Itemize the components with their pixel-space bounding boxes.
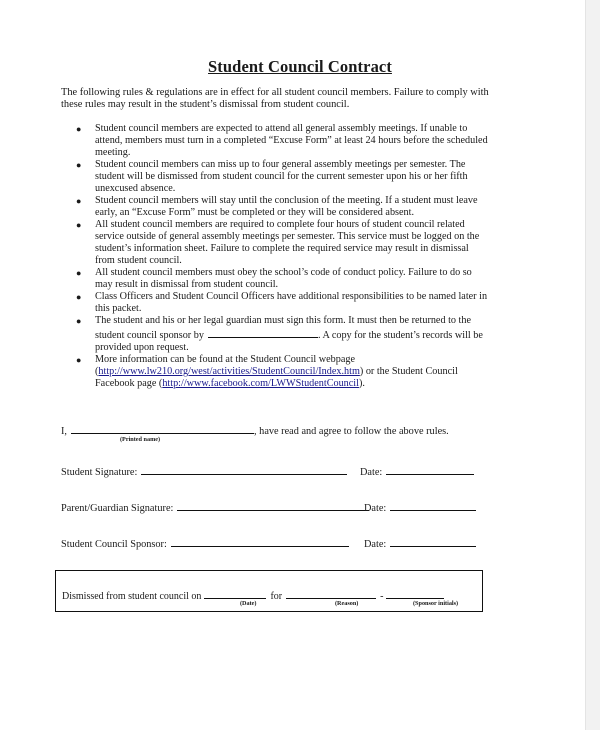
link-trailing-text: ) or the Student Council [359,366,458,377]
rule-line: attend, members must turn in a completed “Excuse Form” at least 24 hours before the scheduled [95,135,488,146]
for-label: for [270,591,283,602]
rule-line [95,327,600,342]
rule-line: Student council members will stay until the conclusion of the meeting. If a student must leave [95,195,478,206]
date-caption: (Date) [240,600,257,607]
dismissal-text: Dismissed from student council on [62,591,202,602]
intro-line: these rules may result in the student’s dismissal from student council. [61,99,350,110]
bullet-icon: ● [76,196,82,206]
rule-item [0,159,600,195]
student-signature-field[interactable] [141,464,347,475]
rule-item [0,123,600,159]
date-label: Date: [360,467,383,478]
bullet-icon: ● [76,160,82,170]
bullet-icon: ● [76,220,82,230]
page-title: Student Council Contract [208,57,392,76]
rule-item [0,291,600,315]
rule-line [95,366,600,378]
bullet-icon: ● [76,355,82,365]
parent-signature-field[interactable] [177,500,369,511]
rule-item [0,354,600,390]
parent-signature-label: Parent/Guardian Signature: [61,503,174,514]
rule-line: All student council members are required to complete four hours of student council related [95,219,465,230]
intro-line: The following rules & regulations are in effect for all student council members. Failure to comply with [61,87,489,98]
student-date-row [360,464,474,478]
date-label: Date: [364,539,387,550]
paren-open: ( [95,366,99,377]
rule-line: The student and his or her legal guardian must sign this form. It must then be returned to the [95,315,472,326]
sponsor-date-row [364,536,476,550]
bullet-icon: ● [76,268,82,278]
rule-line: All student council members must obey the school’s code of conduct policy. Failure to do so [95,267,472,278]
rule-line: student’s information sheet. Failure to complete the required service may result in dismissal [95,243,469,254]
dismissal-reason-field[interactable] [286,588,376,599]
initials-caption: (Sponsor initials) [413,600,459,607]
rule-line [95,378,600,390]
parent-date-row [364,500,476,514]
rule-line: from student council. [95,255,182,266]
rule-line: may result in dismissal from student council. [95,279,279,290]
bullet-icon: ● [76,292,82,302]
student-date-field[interactable] [386,464,474,475]
rule-line: service outside of general assembly meetings per semester. This service must be logged on the [95,231,480,242]
facebook-link[interactable]: http://www.facebook.com/LWWStudentCouncil [162,378,359,389]
parent-signature-row [61,500,369,514]
sponsor-date-field[interactable] [390,536,476,547]
printed-name-caption: (Printed name) [120,436,161,443]
sponsor-signature-label: Student Council Sponsor: [61,539,167,550]
rule-line: Student council members are expected to attend all general assembly meetings. If unable to [95,123,468,134]
student-signature-row [61,464,347,478]
rule-item [0,267,600,291]
rule-line: meeting. [95,147,131,158]
rule-line: Class Officers and Student Council Officers have additional responsibilities to be named later in [95,291,488,302]
rule-item [0,315,600,354]
sponsor-signature-row [61,536,349,550]
date-label: Date: [364,503,387,514]
facebook-prefix: Facebook page ( [95,378,163,389]
copy-note-text: . A copy for the student’s records will be [317,330,483,341]
reason-caption: (Reason) [335,600,359,607]
bullet-icon: ● [76,124,82,134]
rule-item [0,219,600,267]
bullet-icon: ● [76,316,82,326]
webpage-link[interactable]: http://www.lw210.org/west/activities/StudentCouncil/Index.htm [98,366,360,377]
rule-line: unexcused absence. [95,183,176,194]
agreement-prefix: I, [61,426,68,437]
rule-line: early, an “Excuse Form” must be completed or they will be considered absent. [95,207,415,218]
rule-line: More information can be found at the Student Council webpage [95,354,355,365]
dismissal-date-field[interactable] [204,588,266,599]
parent-date-field[interactable] [390,500,476,511]
sponsor-signature-field[interactable] [171,536,349,547]
rule-line: Student council members can miss up to four general assembly meetings per semester. The [95,159,466,170]
rule-line: student will be dismissed from student council for the current semester upon his or her fifth [95,171,468,182]
rules-list [0,123,600,390]
rule-line: this packet. [95,303,142,314]
rule-line: provided upon request. [95,342,189,353]
facebook-suffix: ). [358,378,365,389]
sponsor-initials-field[interactable] [386,588,444,599]
intro-paragraph [61,87,551,111]
sponsor-by-text: student council sponsor by [95,330,204,341]
agreement-line [61,423,449,437]
rule-item [0,195,600,219]
printed-name-field[interactable] [71,423,254,434]
agreement-suffix: , have read and agree to follow the above rules. [254,426,449,437]
student-signature-label: Student Signature: [61,467,138,478]
sponsor-deadline-blank[interactable] [208,327,318,338]
initials-dash: - [380,591,384,602]
